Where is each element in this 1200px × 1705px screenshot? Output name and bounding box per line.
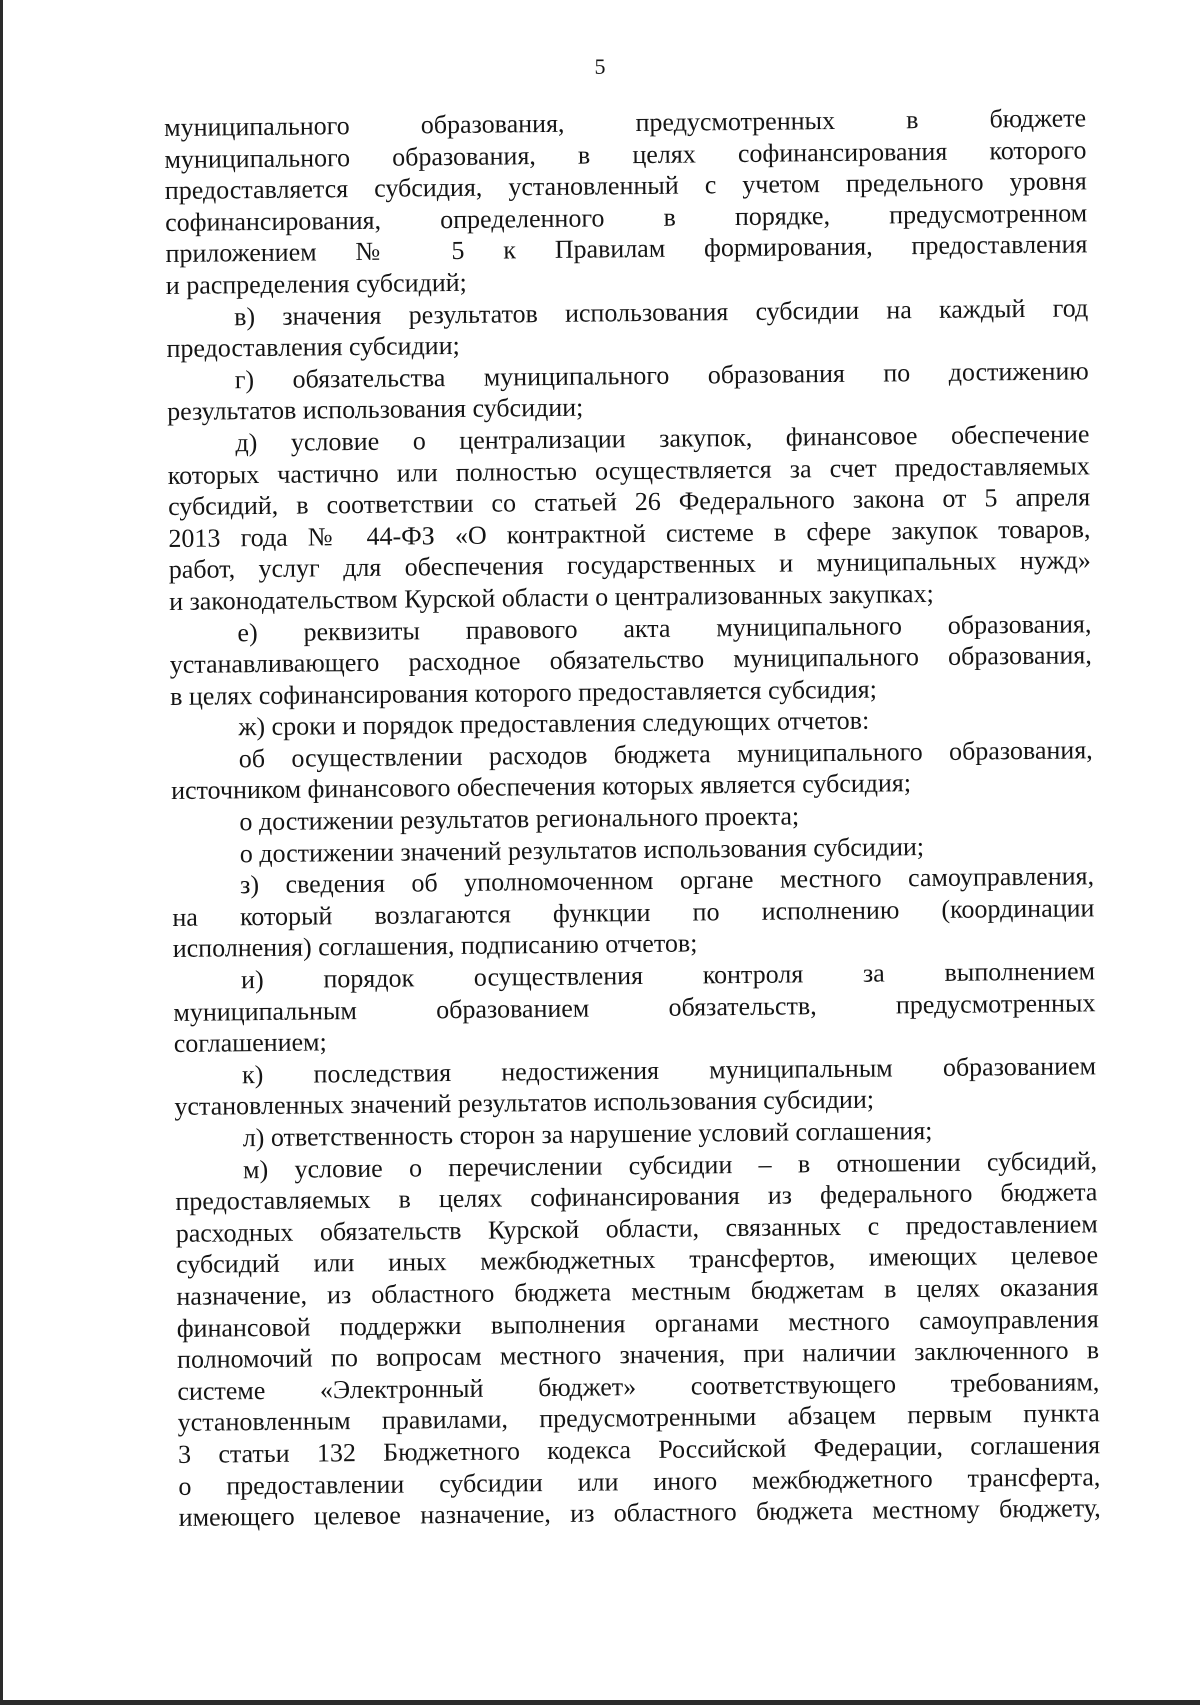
text-line: соглашением; [173,1027,327,1059]
text-line: в) значения результатов использования субсидии на каждый год [233,292,1089,331]
text-line: расходных обязательств Курской области, связанных с предоставлением [175,1209,1098,1248]
text-line: м) условие о перечислении субсидии – в отношении субсидий, [242,1145,1098,1184]
text-line: источником финансового обеспечения которых является субсидия; [170,768,912,806]
text-line: имеющего целевое назначение, из областного бюджета местному бюджету, [178,1493,1101,1533]
text-line: 3 статьи 132 Бюджетного кодекса Российской Федерации, соглашения [177,1430,1101,1469]
text-line: о достижении результатов регионального проекта; [239,801,800,837]
scan-bottom-edge [0,1700,1200,1705]
text-line: софинансирования, определенного в порядке, предусмотренном [165,198,1088,237]
text-line: установленным правилами, предусмотренными абзацем первым пункта [177,1398,1100,1438]
text-line: финансовой поддержки выполнения органами местного самоуправления [176,1303,1099,1343]
text-line: которых частично или полностью осуществляется за счет предоставляемых [167,450,1090,490]
text-line: о предоставлении субсидии или иного межбюджетного трансферта, [178,1461,1101,1501]
text-line: и законодательством Курской области о централизованных закупках; [168,578,934,616]
text-line: на который возлагаются функции по исполнению (координации [172,893,1095,932]
text-line: з) сведения об уполномоченном органе местного самоуправления, [239,861,1095,900]
text-line: результатов использования субсидии; [166,392,584,427]
text-line: и распределения субсидий; [165,267,467,300]
text-line: е) реквизиты правового акта муниципального образования, [237,608,1092,647]
text-line: предоставляемых в целях софинансирования из федерального бюджета [175,1177,1098,1217]
document-body [164,102,1101,1533]
text-line: муниципального образования, в целях софинансирования которого [164,134,1087,174]
text-line: муниципального образования, предусмотренных в бюджете [164,103,1087,142]
text-line: в целях софинансирования которого предоставляется субсидия; [169,674,877,711]
text-line: г) обязательства муниципального образования по достижению [234,356,1089,395]
text-line: 2013 года № 44-ФЗ «О контрактной системе в сфере закупок товаров, [168,514,1091,553]
page-number: 5 [594,54,606,79]
scan-left-edge [0,0,3,1705]
text-line: установленных значений результатов использования субсидии; [174,1085,875,1122]
text-line: исполнения) соглашения, подписанию отчетов; [172,928,698,964]
text-line: полномочий по вопросам местного значения, при наличии заключенного в [176,1335,1100,1375]
text-line: о достижении значений результатов использования субсидии; [239,831,925,868]
text-line: предоставления субсидии; [166,331,460,364]
text-line: субсидий, в соответствии со статьей 26 Федерального закона от 5 апреля [167,482,1091,522]
text-line: назначение, из областного бюджета местным бюджетам в целях оказания [176,1272,1099,1311]
text-line: работ, услуг для обеспечения государственных и муниципальных нужд» [168,545,1091,585]
text-line: л) ответственность сторон за нарушение условий соглашения; [242,1116,933,1153]
text-line: ж) сроки и порядок предоставления следующих отчетов: [238,705,870,742]
text-line: муниципальным образованием обязательств, предусмотренных [173,987,1096,1027]
text-line: устанавливающего расходное обязательство муниципального образования, [169,640,1092,680]
text-line: приложением № 5 к Правилам формирования, предоставления [165,229,1088,269]
text-line: д) условие о централизации закупок, финансовое обеспечение [235,419,1090,458]
text-line: субсидий или иных межбюджетных трансфертов, имеющих целевое [175,1240,1099,1280]
text-line: и) порядок осуществления контроля за выполнением [240,956,1096,995]
text-line: системе «Электронный бюджет» соответствующего требованиям, [177,1367,1100,1406]
text-line: к) последствия недостижения муниципальным образованием [241,1051,1097,1090]
text-line: об осуществлении расходов бюджета муниципального образования, [238,735,1093,774]
text-line: предоставляется субсидия, установленный с учетом предельного уровня [164,166,1087,206]
